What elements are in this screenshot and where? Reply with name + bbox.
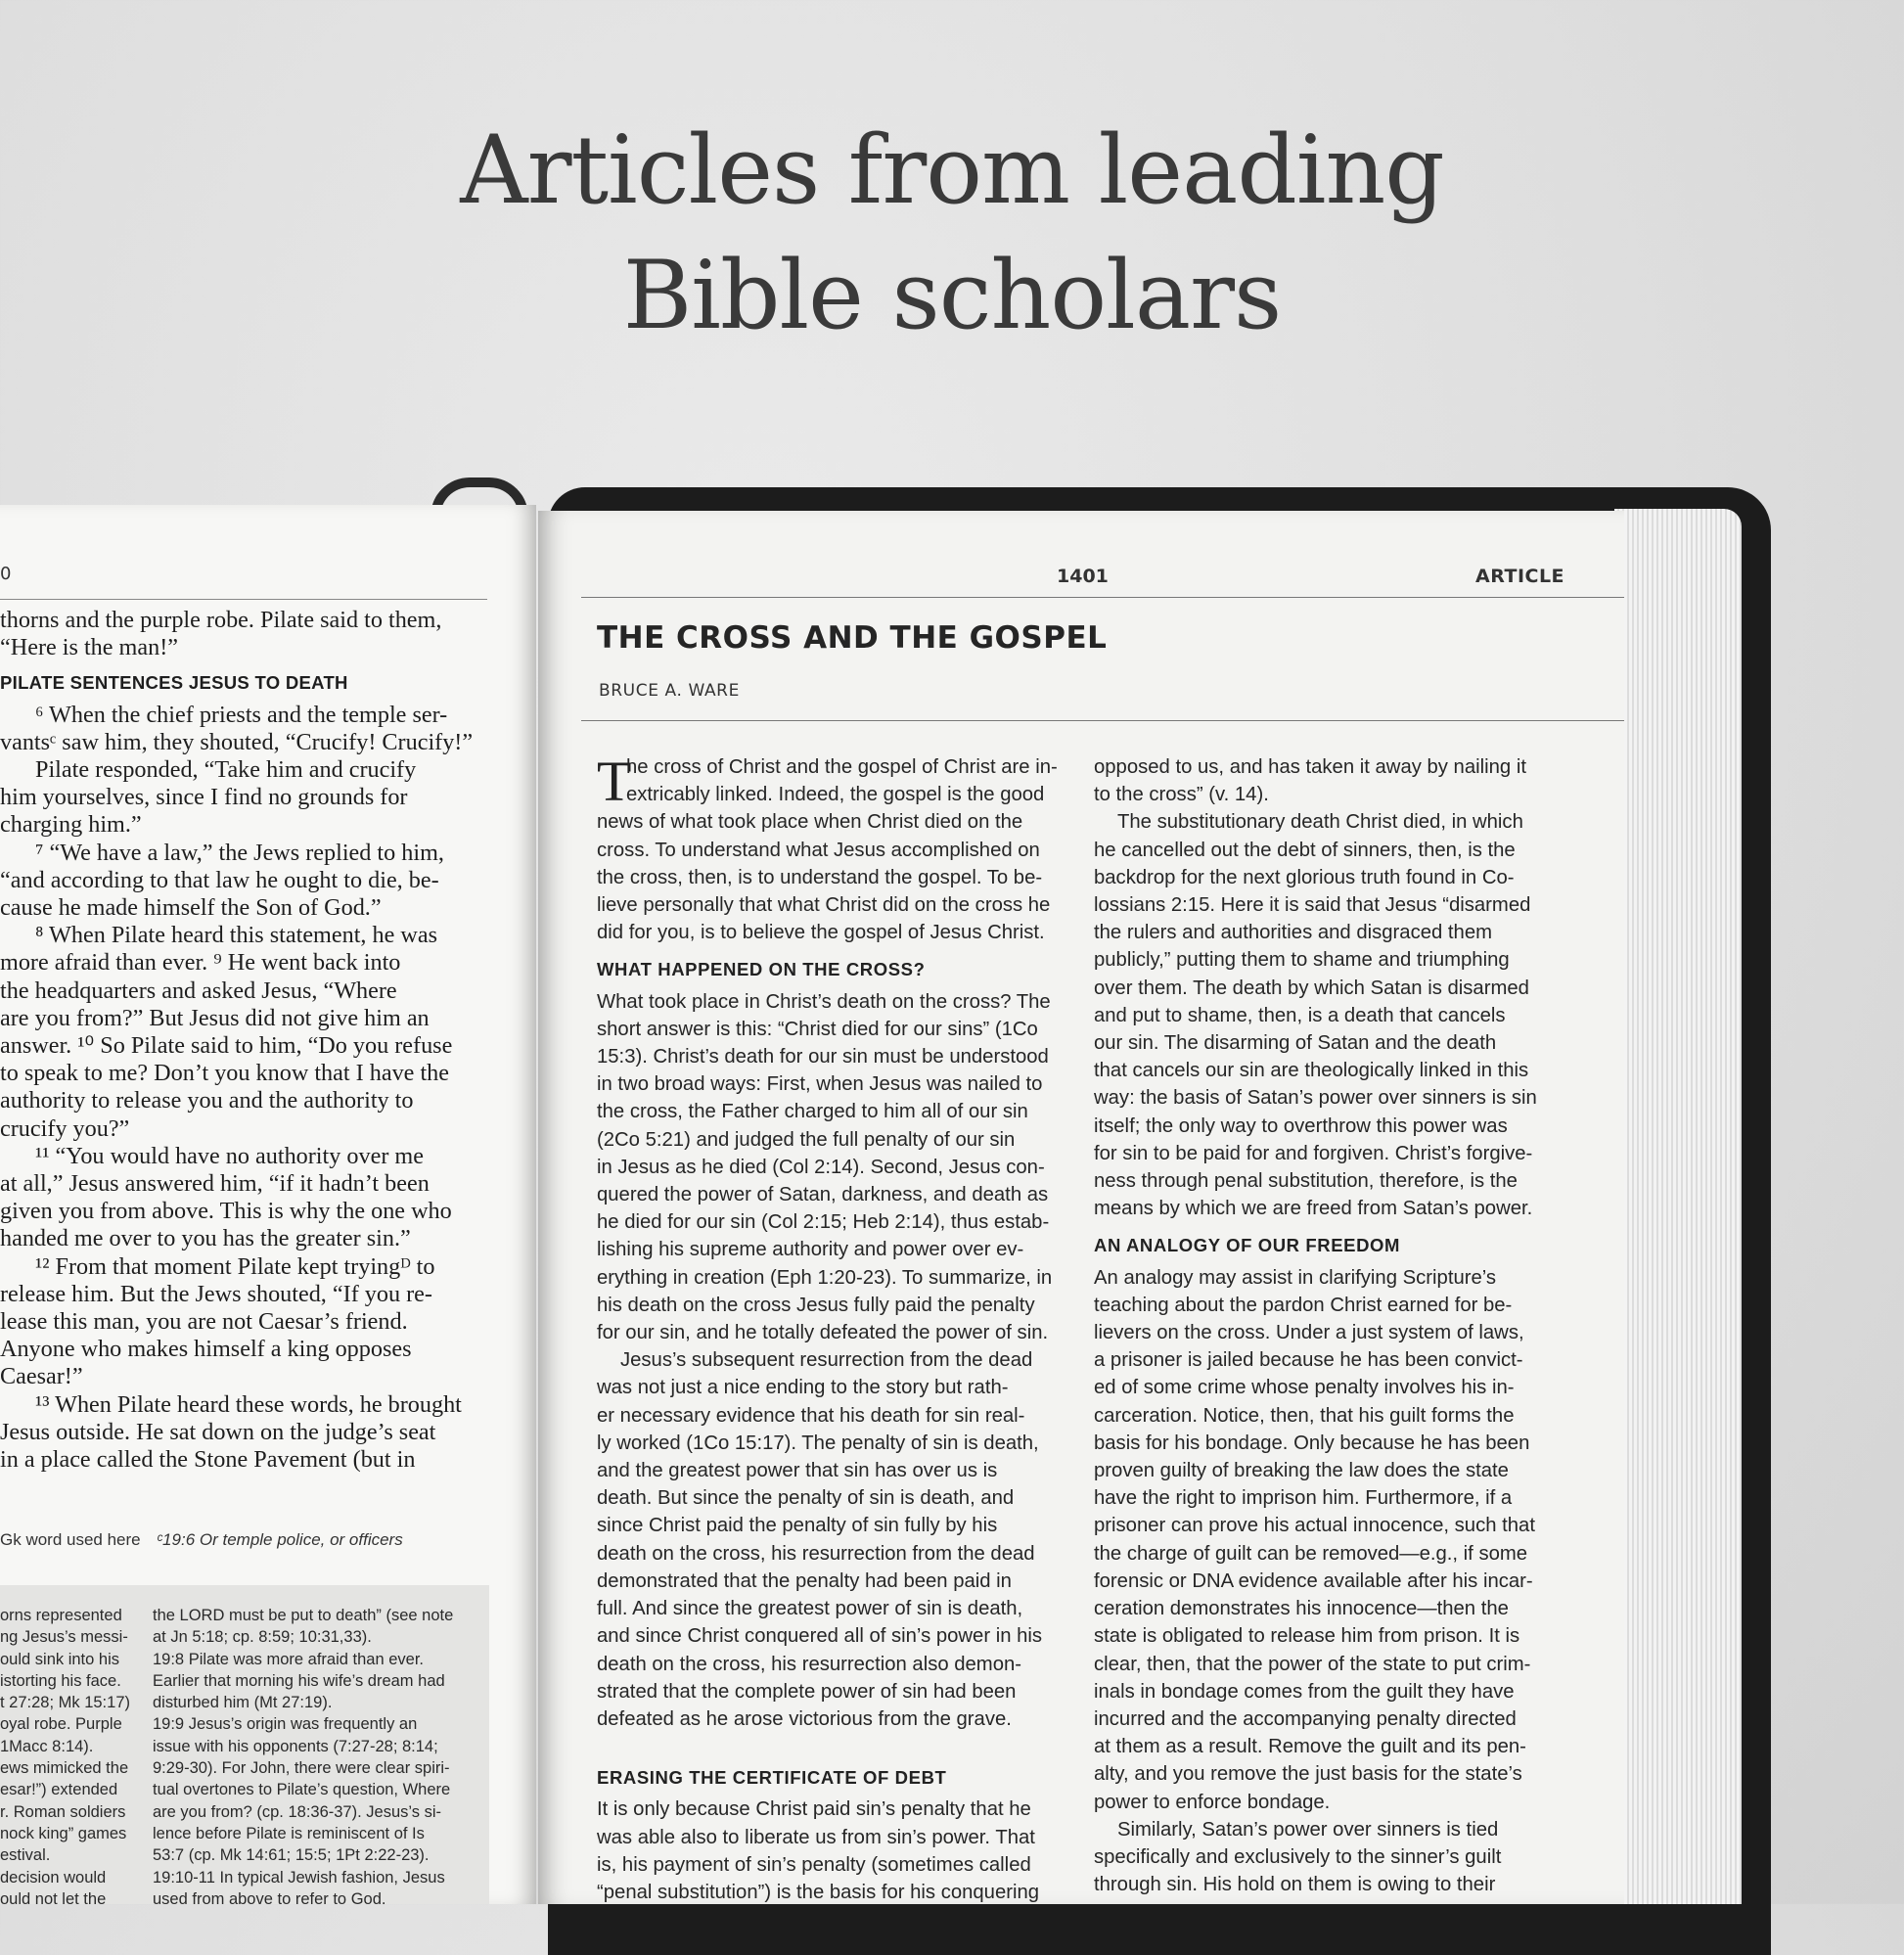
- study-note-line: estival.: [0, 1846, 51, 1865]
- article-line: he died for our sin (Col 2:15; Heb 2:14), thus estab-: [597, 1211, 1050, 1234]
- article-line: his death on the cross Jesus fully paid the penalty: [597, 1294, 1035, 1316]
- header-rule: [581, 597, 1624, 598]
- article-line: at them as a result. Remove the guilt and its pen-: [1094, 1736, 1526, 1758]
- article-line: demonstrated that the penalty had been paid in: [597, 1569, 1012, 1592]
- article-line: lishing his supreme authority and power over ev-: [597, 1239, 1024, 1261]
- article-line: opposed to us, and has taken it away by nailing it: [1094, 756, 1526, 778]
- left-page: [0, 505, 536, 1904]
- scripture-line: “and according to that law he ought to die, be-: [0, 866, 439, 893]
- article-line: incurred and the accompanying penalty directed: [1094, 1707, 1517, 1730]
- study-note-line: ould sink into his: [0, 1650, 119, 1668]
- intro-dropcap-block: [597, 750, 1070, 813]
- scripture-line: ¹² From that moment Pilate kept tryingᴰ to: [35, 1252, 435, 1280]
- page-edges: [1614, 509, 1742, 1904]
- article-line: The substitutionary death Christ died, in which: [1117, 811, 1523, 834]
- article-line: inals in bondage comes from the guilt they have: [1094, 1680, 1515, 1703]
- scripture-line: are you from?” But Jesus did not give him an: [0, 1004, 430, 1031]
- article-line: Similarly, Satan’s power over sinners is tied: [1117, 1818, 1499, 1841]
- article-line: quered the power of Satan, darkness, and death as: [597, 1184, 1049, 1206]
- article-line: prisoner can prove his actual innocence, such that: [1094, 1515, 1535, 1537]
- article-line: state is obligated to release him from prison. It is: [1094, 1625, 1520, 1648]
- study-note-line: esar!”) extended: [0, 1781, 118, 1799]
- scripture-line: handed me over to you has the greater sin.”: [0, 1225, 411, 1252]
- article-line: death. But since the penalty of sin is death, and: [597, 1487, 1015, 1510]
- article-line: extricably linked. Indeed, the gospel is the good: [626, 784, 1045, 806]
- study-notes-col-2: [153, 1605, 476, 1904]
- study-note-line: nock king” games: [0, 1824, 127, 1842]
- article-line: the charge of guilt can be removed—e.g., if some: [1094, 1542, 1528, 1565]
- scripture-line: answer. ¹⁰ So Pilate said to him, “Do you refuse: [0, 1032, 453, 1060]
- heading-erasing-certificate: ERASING THE CERTIFICATE OF DEBT: [597, 1767, 947, 1789]
- article-column-left: [597, 750, 1070, 1904]
- article-line: was able also to liberate us from sin’s power. That: [597, 1826, 1035, 1848]
- article-line: means by which we are freed from Satan’s power.: [1094, 1198, 1533, 1220]
- article-line: 15:3). Christ’s death for our sin must be understood: [597, 1046, 1049, 1068]
- study-note-line: istorting his face.: [0, 1671, 121, 1690]
- scripture-line: ⁷ “We have a law,” the Jews replied to him,: [35, 839, 444, 866]
- article-line: have the right to imprison him. Furthermore, if a: [1094, 1487, 1513, 1510]
- footnote-a: Gk word used here: [0, 1530, 141, 1549]
- study-notes: [0, 1585, 489, 1904]
- scripture-line: charging him.”: [0, 811, 142, 839]
- article-line: (2Co 5:21) and judged the full penalty of our sin: [597, 1128, 1016, 1151]
- article-line: for sin to be paid for and forgiven. Christ’s forgive-: [1094, 1142, 1533, 1164]
- article-line: that cancels our sin are theologically linked in this: [1094, 1060, 1529, 1082]
- article-line: our sin. The disarming of Satan and the death: [1094, 1032, 1497, 1055]
- study-note-line: lence before Pilate is reminiscent of Is: [153, 1824, 425, 1842]
- article-line: news of what took place when Christ died on the: [597, 811, 1023, 834]
- running-head: ARTICLE: [1475, 566, 1565, 587]
- study-note-line: 1Macc 8:14).: [0, 1737, 94, 1755]
- scripture-line: to speak to me? Don’t you know that I have the: [0, 1060, 450, 1087]
- article-line: backdrop for the next glorious truth found in Co-: [1094, 866, 1515, 888]
- article-column-right: [1094, 753, 1564, 1898]
- study-note-line: ews mimicked the: [0, 1759, 129, 1778]
- article-line: a prisoner is jailed because he has been convict-: [1094, 1349, 1523, 1372]
- scripture-line: Anyone who makes himself a king opposes: [0, 1336, 412, 1363]
- article-line: for our sin, and he totally defeated the power of sin.: [597, 1322, 1049, 1344]
- article-line: short answer is this: “Christ died for our sins” (1Co: [597, 1018, 1038, 1040]
- article-line: was not just a nice ending to the story but rath-: [597, 1377, 1009, 1399]
- article-line: power to enforce bondage.: [1094, 1791, 1331, 1813]
- scripture-line: Pilate responded, “Take him and crucify: [35, 756, 417, 784]
- study-note-line: Earlier that morning his wife’s dream had: [153, 1671, 445, 1690]
- article-line: over them. The death by which Satan is disarmed: [1094, 977, 1529, 999]
- scripture-line: ⁸ When Pilate heard this statement, he was: [35, 922, 437, 949]
- scripture-line: authority to release you and the authority to: [0, 1087, 414, 1114]
- study-note-line: 19:8 Pilate was more afraid than ever.: [153, 1650, 424, 1668]
- scripture-line: lease this man, you are not Caesar’s friend.: [0, 1308, 408, 1336]
- article-line: since Christ paid the penalty of sin fully by his: [597, 1515, 998, 1537]
- article-line: is, his payment of sin’s penalty (sometimes called: [597, 1853, 1031, 1876]
- scripture-line: at all,” Jesus answered him, “if it hadn’t been: [0, 1170, 430, 1198]
- scripture-line: thorns and the purple robe. Pilate said to them,: [0, 607, 442, 633]
- article-line: ly worked (1Co 15:17). The penalty of sin is death,: [597, 1432, 1039, 1454]
- article-line: did for you, is to believe the gospel of Jesus Christ.: [597, 922, 1045, 944]
- article-line: itself; the only way to overthrow this power was: [1094, 1114, 1508, 1137]
- study-note-line: r. Roman soldiers: [0, 1802, 126, 1821]
- article-line: proven guilty of breaking the law does the state: [1094, 1460, 1509, 1482]
- article-line: ceration demonstrates his innocence—then the: [1094, 1598, 1509, 1620]
- headline-line-1: Articles from leading: [460, 115, 1444, 225]
- study-note-line: used from above to refer to God.: [153, 1889, 386, 1904]
- article-line: full. And since the greatest power of sin is death,: [597, 1598, 1023, 1620]
- article-line: to the cross” (v. 14).: [1094, 784, 1269, 806]
- article-line: and since Christ conquered all of sin’s power in his: [597, 1625, 1043, 1648]
- article-line: ness through penal substitution, therefore, is the: [1094, 1170, 1518, 1193]
- study-notes-col-1: [0, 1605, 139, 1904]
- article-line: alty, and you remove the just basis for the state’s: [1094, 1763, 1522, 1786]
- study-note-line: t 27:28; Mk 15:17): [0, 1694, 130, 1712]
- left-page-folio: 0: [0, 564, 12, 584]
- page-number: 1401: [1057, 566, 1109, 587]
- article-line: he cross of Christ and the gospel of Christ are in-: [626, 756, 1058, 778]
- study-note-line: ng Jesus’s messi-: [0, 1628, 128, 1647]
- study-note-line: 9:29-30). For John, there were clear spiri-: [153, 1759, 450, 1778]
- left-page-rule: [0, 599, 487, 600]
- study-note-line: 19:9 Jesus’s origin was frequently an: [153, 1715, 418, 1734]
- left-page-heading: PILATE SENTENCES JESUS TO DEATH: [0, 672, 348, 694]
- article-line: erything in creation (Eph 1:20-23). To summarize, in: [597, 1266, 1053, 1289]
- article-line: “penal substitution”) is the basis for his conquering: [597, 1881, 1040, 1903]
- article-line: death on the cross, his resurrection from the dead: [597, 1542, 1035, 1565]
- article-line: specifically and exclusively to the sinner’s guilt: [1094, 1845, 1502, 1868]
- left-page-body: [0, 607, 474, 1474]
- scripture-line: the headquarters and asked Jesus, “Where: [0, 977, 397, 1004]
- article-line: What took place in Christ’s death on the cross? The: [597, 990, 1051, 1013]
- article-line: teaching about the pardon Christ earned for be-: [1094, 1294, 1513, 1316]
- article-line: in two broad ways: First, when Jesus was nailed to: [597, 1073, 1043, 1096]
- article-line: cross. To understand what Jesus accomplished on: [597, 839, 1040, 861]
- study-note-line: 19:10-11 In typical Jewish fashion, Jesus: [153, 1868, 445, 1887]
- scripture-line: release him. But the Jews shouted, “If you re-: [0, 1280, 432, 1307]
- study-note-line: the LORD must be put to death” (see note: [153, 1607, 454, 1624]
- heading-analogy: AN ANALOGY OF OUR FREEDOM: [1094, 1235, 1401, 1256]
- article-line: and put to shame, then, is a death that cancels: [1094, 1004, 1506, 1026]
- scripture-line: vantsᶜ saw him, they shouted, “Crucify! Crucify!”: [0, 728, 474, 755]
- article-line: er necessary evidence that his death for sin real-: [597, 1404, 1025, 1427]
- article-line: through sin. His hold on them is owing to their: [1094, 1874, 1496, 1896]
- footnote-b: ᶜ19:6 Or temple police, or officers: [157, 1530, 403, 1549]
- scripture-line: him yourselves, since I find no grounds for: [0, 784, 408, 811]
- article-line: the rulers and authorities and disgraced them: [1094, 922, 1492, 944]
- study-note-line: tual overtones to Pilate’s question, Where: [153, 1781, 451, 1799]
- scripture-line: ⁶ When the chief priests and the temple ser-: [35, 701, 448, 728]
- study-note-line: at Jn 5:18; cp. 8:59; 10:31,33).: [153, 1628, 372, 1647]
- title-rule: [581, 720, 1624, 721]
- scripture-line: more afraid than ever. ⁹ He went back into: [0, 949, 401, 977]
- article-line: the cross, then, is to understand the gospel. To be-: [597, 866, 1043, 888]
- scripture-line: ¹³ When Pilate heard these words, he brought: [35, 1390, 462, 1418]
- study-note-line: ould not let the: [0, 1889, 107, 1904]
- study-note-line: oyal robe. Purple: [0, 1715, 122, 1734]
- study-note-line: decision would: [0, 1868, 107, 1887]
- article-title: THE CROSS AND THE GOSPEL: [597, 620, 1108, 656]
- scripture-line: in a place called the Stone Pavement (but in: [0, 1446, 416, 1474]
- left-page-footnotes: [0, 1530, 474, 1550]
- study-note-line: orns represented: [0, 1607, 122, 1624]
- scripture-line: Jesus outside. He sat down on the judge’s seat: [0, 1418, 436, 1445]
- article-line: the cross, the Father charged to him all of our sin: [597, 1101, 1028, 1123]
- article-author: BRUCE A. WARE: [599, 681, 740, 701]
- article-line: in Jesus as he died (Col 2:14). Second, Jesus con-: [597, 1156, 1045, 1178]
- article-line: forensic or DNA evidence available after his incar-: [1094, 1569, 1533, 1592]
- article-line: ed of some crime whose penalty involves his in-: [1094, 1377, 1515, 1399]
- right-page: [538, 511, 1624, 1904]
- study-note-line: issue with his opponents (7:27-28; 8:14;: [153, 1737, 438, 1755]
- headline-line-2: Bible scholars: [622, 241, 1282, 350]
- article-line: clear, then, that the power of the state to put crim-: [1094, 1653, 1531, 1675]
- scripture-line: cause he made himself the Son of God.”: [0, 894, 382, 922]
- article-line: strated that the complete power of sin had been: [597, 1680, 1017, 1703]
- article-line: lievers on the cross. Under a just system of laws,: [1094, 1322, 1524, 1344]
- scripture-line: crucify you?”: [0, 1114, 130, 1142]
- scripture-line: Caesar!”: [0, 1363, 83, 1390]
- heading-what-happened: WHAT HAPPENED ON THE CROSS?: [597, 959, 926, 980]
- article-line: and the greatest power that sin has over us is: [597, 1460, 998, 1482]
- article-line: publicly,” putting them to shame and triumphing: [1094, 949, 1510, 972]
- study-note-line: are you from? (cp. 18:36-37). Jesus’s si-: [153, 1802, 441, 1821]
- article-line: defeated as he arose victorious from the grave.: [597, 1707, 1012, 1730]
- scripture-line: “Here is the man!”: [0, 634, 178, 661]
- article-line: death on the cross, his resurrection also demon-: [597, 1653, 1022, 1675]
- article-line: basis for his bondage. Only because he has been: [1094, 1432, 1530, 1454]
- article-line: lossians 2:15. Here it is said that Jesus “disarmed: [1094, 894, 1531, 917]
- scripture-line: given you from above. This is why the one who: [0, 1198, 452, 1225]
- article-line: An analogy may assist in clarifying Scripture’s: [1094, 1266, 1497, 1289]
- article-line: Jesus’s subsequent resurrection from the dead: [620, 1349, 1033, 1372]
- study-note-line: 53:7 (cp. Mk 14:61; 15:5; 1Pt 2:22-23).: [153, 1846, 430, 1865]
- study-note-line: disturbed him (Mt 27:19).: [153, 1694, 333, 1712]
- article-line: carceration. Notice, then, that his guilt forms the: [1094, 1404, 1515, 1427]
- article-line: he cancelled out the debt of sinners, then, is the: [1094, 839, 1516, 861]
- scripture-line: ¹¹ “You would have no authority over me: [35, 1142, 424, 1169]
- article-line: It is only because Christ paid sin’s penalty that he: [597, 1798, 1031, 1821]
- headline: [0, 108, 1904, 358]
- article-line: lieve personally that what Christ did on the cross he: [597, 894, 1051, 917]
- drop-cap: T: [597, 750, 632, 813]
- article-line: way: the basis of Satan’s power over sinners is sin: [1094, 1087, 1537, 1110]
